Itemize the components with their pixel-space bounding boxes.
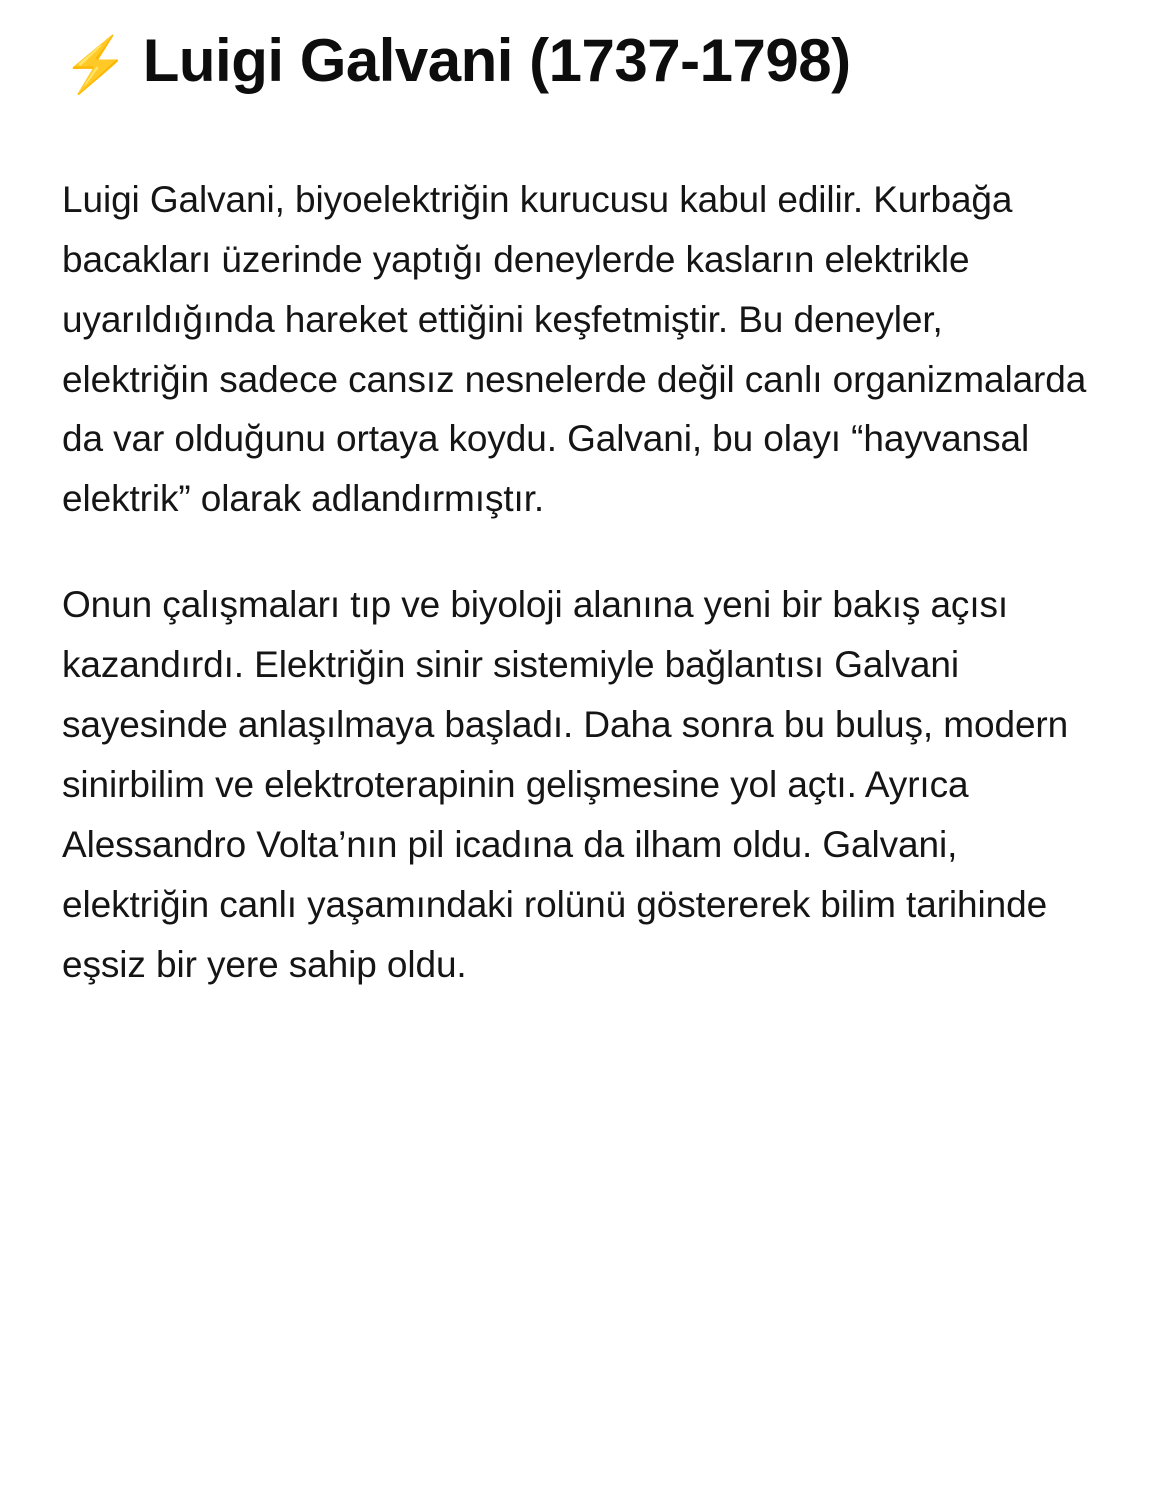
high-voltage-icon: ⚡ — [62, 35, 129, 95]
page-title — [62, 26, 1042, 98]
paragraph: Onun çalışmaları tıp ve biyoloji alanına yeni bir bakış açısı kazandırdı. Elektriğin sinir sistemiyle bağlantısı Galvani sayesinde anlaşılmaya başladı. Daha sonra bu buluş, modern sinirbilim ve elektroterapinin gelişmesine yol açtı. Ayrıca Alessandro Volta’nın pil icadına da ilham oldu. Galvani, elektriğin canlı yaşamındaki rolünü göstererek bilim tarihinde eşsiz bir yere sahip oldu. — [62, 584, 1069, 985]
paragraph: Luigi Galvani, biyoelektriğin kurucusu kabul edilir. Kurbağa bacakları üzerinde yaptığı deneylerde kasların elektrikle uyarıldığında hareket ettiğini keşfetmiştir. Bu deneyler, elektriğin sadece cansız nesnelerde değil canlı organizmalarda da var olduğunu ortaya koydu. Galvani, bu olayı “hayvansal elektrik” olarak adlandırmıştır. — [62, 178, 1087, 520]
page-title-text: Luigi Galvani (1737-1798) — [142, 27, 851, 94]
article-body — [62, 170, 1095, 995]
